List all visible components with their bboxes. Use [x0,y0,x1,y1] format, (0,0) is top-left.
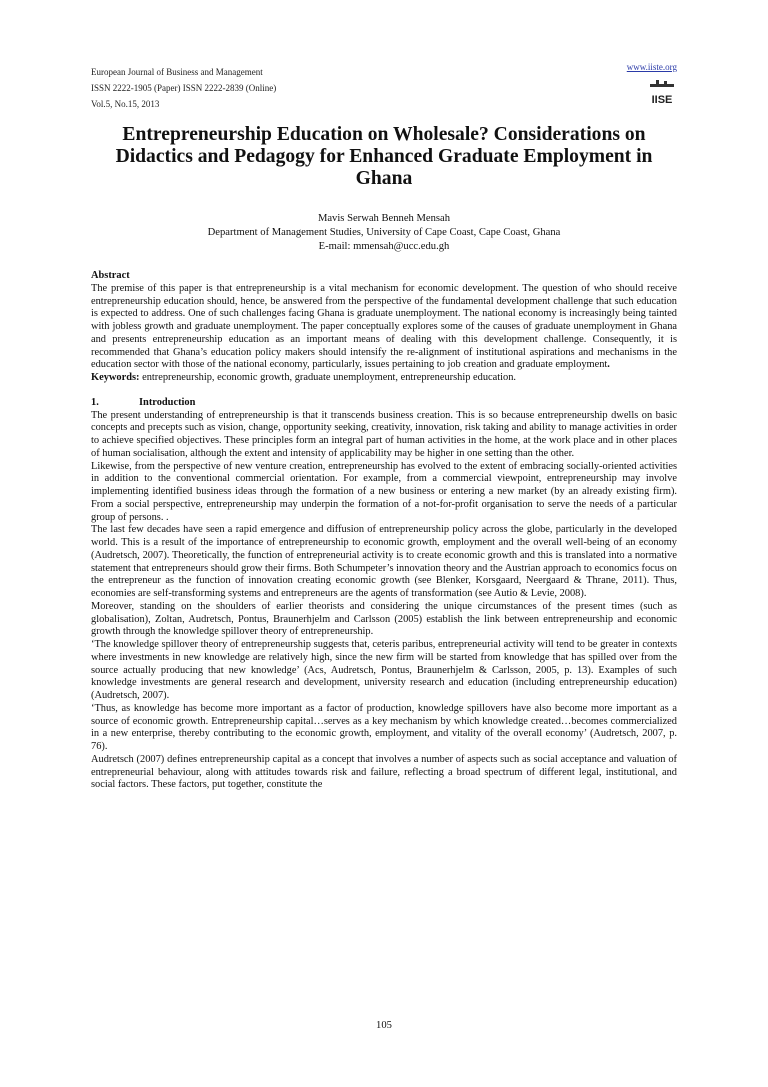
intro-paragraph-5: Audretsch (2007) defines entrepreneurship capital as a concept that involves a number of aspects such as social acceptance and valuation of entrepreneurial behaviour, along with attitudes towards risk and failure, reflecting a broad spectrum of different legal, institutional, and social factors. These factors, put together, constitute the [91,753,677,791]
intro-paragraph-3: The last few decades have seen a rapid emergence and diffusion of entrepreneurship policy across the globe, particularly in the developed world. This is a result of the importance of entrepreneurship to economic growth, employment and the overall well-being of an economy (Audretsch, 2007). Theoretically, the function of entrepreneurial activity is to create economic growth and this is translated into a normative statement that entrepreneurs should grow their firms. Both Schumpeter’s innovation theory and the Austrian approach to economics focus on the entrepreneur as the function of innovation creating economic growth (see Blenker, Korsgaard, Neergaard & Thrane, 2011). Thus, economies are self-transforming systems and entrepreneurs are the agents of transformation (see Autio & Levie, 2008). [91,524,677,599]
intro-paragraph-1: The present understanding of entrepreneurship is that it transcends business creation. This is so because entrepreneurship dwells on basic concepts and precepts such as vision, change, opportunity seeking, creativity, innovation, risk taking and ability to manage activities in order to achieve specified objectives. These principles form an integral part of human activities in the home, at the work place and in other places of human socialisation, although the extent and intensity of applicability may be higher in one setting than the other. [91,409,677,459]
intro-paragraph-4: Moreover, standing on the shoulders of earlier theorists and considering the unique circumstances of the present times (such as globalisation), Zoltan, Audretsch, Pontus, Braunerhjelm and Carlsson (2005) establish the link between entrepreneurship and economic growth through the knowledge spillover theory of entrepreneurship. [91,600,677,638]
author-email: E-mail: mmensah@ucc.edu.gh [318,241,450,252]
volume-line: Vol.5, No.15, 2013 [91,99,160,109]
abstract-heading: Abstract [91,270,130,281]
paper-body [91,270,677,792]
iiste-logo-icon [648,80,676,108]
author-affiliation: Department of Management Studies, University of Cape Coast, Cape Coast, Ghana [207,227,561,238]
logo-text: IISE [651,94,673,106]
intro-quote-2: ‘Thus, as knowledge has become more important as a factor of production, knowledge spillovers have also become more important as a source of economic growth. Entrepreneurship capital…serves as a key mechanism by which knowledge created…becomes commercialized in a new enterprise, thereby contributing to the economic growth, employment, and vitality of the overall economy’ (Audretsch, 2007, p. 76). [91,702,677,752]
intro-paragraph-2: Likewise, from the perspective of new venture creation, entrepreneurship has evolved to the extent of embracing socially-oriented activities in addition to the conventional commercial orientation. For example, from a commercial viewpoint, entrepreneurship may involve implementing identified business ideas through the formation of a new business or entering a new market (by an already existing firm). From a social perspective, entrepreneurship may underpin the formation of a not-for-profit organisation to serve the needs of a particular group of persons. . [91,460,677,523]
abstract-text [91,283,677,372]
keywords [91,372,677,385]
section-number: 1. [91,396,99,408]
intro-quote-1: ‘The knowledge spillover theory of entrepreneurship suggests that, ceteris paribus, entrepreneurial activity will tend to be greater in contexts where investments in new knowledge are relatively high, since the new firm will be started from knowledge that has spilled over from the source actually producing that new knowledge’ (Acs, Audretsch, Pontus, Braunerhjelm & Carlsson, 2005, p. 13). Examples of such knowledge investments are general research and development, university research and education (including entrepreneurship education) (Audretsch, 2007). [91,639,677,701]
page-number: 105 [376,1020,392,1031]
section-heading-introduction [91,397,677,410]
journal-url-link[interactable]: www.iiste.org [626,62,677,72]
abstract-end-mark: . [607,359,610,371]
abstract-body: The premise of this paper is that entrepreneurship is a vital mechanism for economic development. The question of who should receive entrepreneurship education should, hence, be answered from the perspective of the fundamental development challenge that such education is expected to address. One of such challenges facing Ghana is graduate unemployment. The national economy is increasingly being tainted with jobless growth and graduate unemployment. The paper conceptually explores some of the causes of graduate unemployment in Ghana and presents entrepreneurship education as an important means of dealing with this development challenge. Consequently, it is recommended that Ghana’s education policy makers should intensify the re-alignment of institutional aspirations and mechanisms in the education sector with those of the national economy, particularly, issues pertaining to job creation and graduate employment [91,282,677,371]
paper-title: Entrepreneurship Education on Wholesale? Considerations on Didactics and Pedagogy for Enhanced Graduate Employment in Ghana [115,124,653,189]
keywords-text: entrepreneurship, economic growth, graduate unemployment, entrepreneurship education. [139,372,517,383]
author-name: Mavis Serwah Benneh Mensah [317,213,451,224]
section-title: Introduction [139,396,196,408]
keywords-label: Keywords: [91,372,140,383]
issn-line: ISSN 2222-1905 (Paper) ISSN 2222-2839 (Online) [91,83,277,93]
journal-name: European Journal of Business and Management [91,67,263,77]
